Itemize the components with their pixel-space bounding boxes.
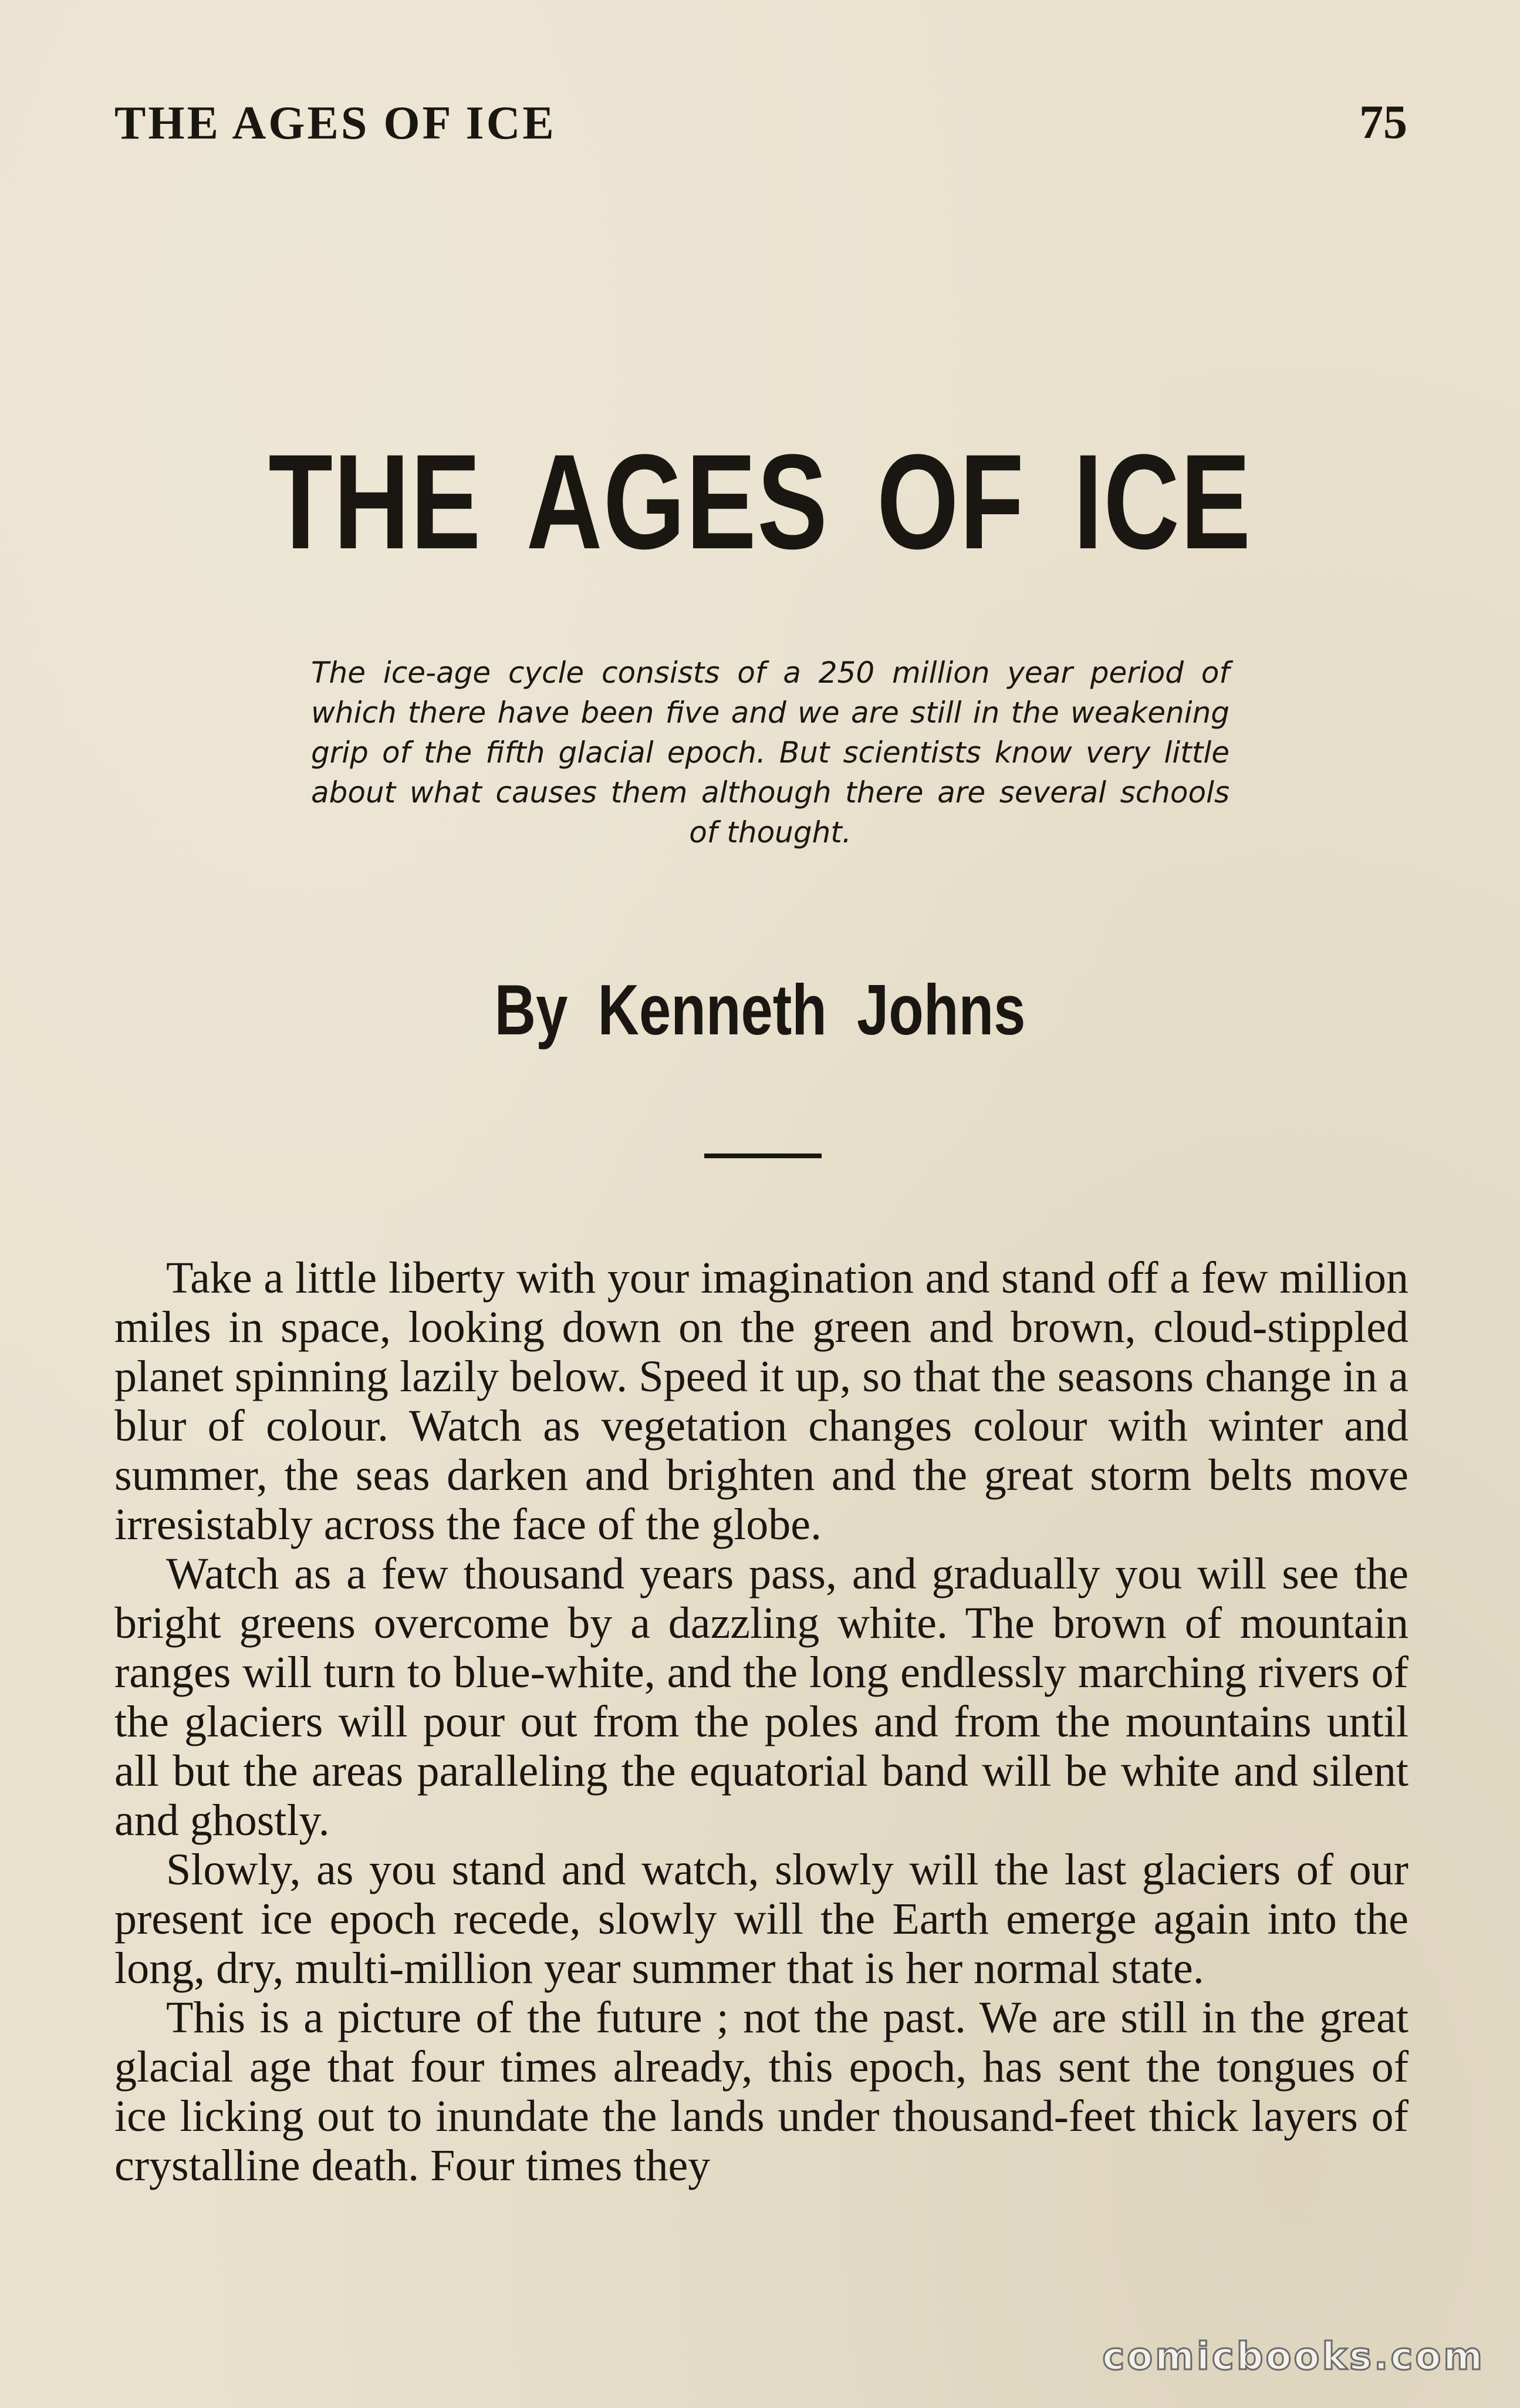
article-byline: By Kenneth Johns [494, 970, 1026, 1050]
page-number: 75 [1359, 95, 1407, 149]
section-divider [704, 1154, 822, 1158]
body-paragraph: This is a picture of the future ; not the past. We are still in the great glacial age that four times already, this epoch, has sent the tongues of ice licking out to inundate the lands under thousand-feet thick layers of crystalline death. Four times they [114, 1993, 1408, 2190]
running-header-title: THE AGES OF ICE [114, 97, 556, 149]
body-paragraph: Slowly, as you stand and watch, slowly will the last glaciers of our present ice epoch recede, slowly will the Earth emerge again into the long, dry, multi-million year summer that is her normal state. [114, 1845, 1408, 1993]
article-standfirst: The ice-age cycle consists of a 250 million year period of which there have been five and we are still in the weakening grip of the fifth glacial epoch. But scientists know very little about what causes them although there are several schools of thought. [311, 656, 1229, 849]
body-paragraph: Watch as a few thousand years pass, and gradually you will see the bright greens overcome by a dazzling white. The brown of mountain ranges will turn to blue-white, and the long endlessly marching rivers of the glaciers will pour out from the poles and from the mountains until all but the areas paralleling the equatorial band will be white and silent and ghostly. [114, 1549, 1408, 1845]
watermark: comicbooks.com [1102, 2335, 1485, 2379]
article-body [114, 1253, 1408, 2190]
body-paragraph: Take a little liberty with your imagination and stand off a few million miles in space, looking down on the green and brown, cloud-stippled planet spinning lazily below. Speed it up, so that the seasons change in a blur of colour. Watch as vegetation changes colour with winter and summer, the seas darken and brighten and the great storm belts move irresistably across the face of the globe. [114, 1253, 1408, 1549]
article-title: THE AGES OF ICE [268, 426, 1252, 577]
